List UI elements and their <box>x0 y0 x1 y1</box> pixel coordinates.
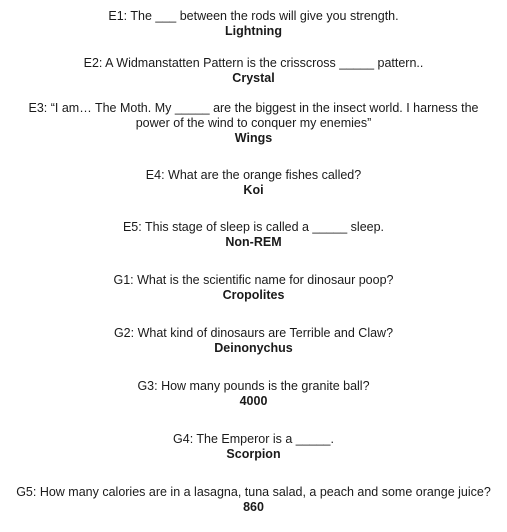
qa-item-e3 <box>0 101 507 146</box>
qa-item-g5 <box>0 485 507 515</box>
qa-item-g1 <box>0 273 507 303</box>
answer-text: 4000 <box>239 394 268 408</box>
question-text: E4: What are the orange fishes called? <box>145 168 362 182</box>
answer-text: 860 <box>243 500 264 514</box>
question-text: G2: What kind of dinosaurs are Terrible and Claw? <box>113 326 394 340</box>
question-text: G4: The Emperor is a _____. <box>173 432 334 446</box>
qa-item-e4 <box>0 168 507 198</box>
question-text: E3: “I am… The Moth. My _____ are the biggest in the insect world. I harness the power of the wind to conquer my enemies” <box>28 101 479 130</box>
answer-text: Scorpion <box>226 447 281 461</box>
qa-item-e2 <box>0 56 507 86</box>
question-text: E1: The ___ between the rods will give you strength. <box>108 9 399 23</box>
answer-text: Deinonychus <box>214 341 293 355</box>
answer-text: Cropolites <box>222 288 285 302</box>
question-text: G3: How many pounds is the granite ball? <box>137 379 370 393</box>
question-text: E2: A Widmanstatten Pattern is the crisscross _____ pattern.. <box>83 56 424 70</box>
question-text: G5: How many calories are in a lasagna, tuna salad, a peach and some orange juice? <box>16 485 491 499</box>
answer-text: Crystal <box>232 71 275 85</box>
qa-item-g3 <box>0 379 507 409</box>
answer-text: Lightning <box>225 24 282 38</box>
answer-text: Koi <box>243 183 264 197</box>
qa-item-g2 <box>0 326 507 356</box>
question-text: E5: This stage of sleep is called a _____ sleep. <box>122 220 385 234</box>
answer-text: Wings <box>234 131 273 145</box>
qa-item-e1 <box>0 9 507 39</box>
question-text: G1: What is the scientific name for dinosaur poop? <box>113 273 394 287</box>
qa-item-e5 <box>0 220 507 250</box>
answer-text: Non-REM <box>225 235 282 249</box>
qa-item-g4 <box>0 432 507 462</box>
